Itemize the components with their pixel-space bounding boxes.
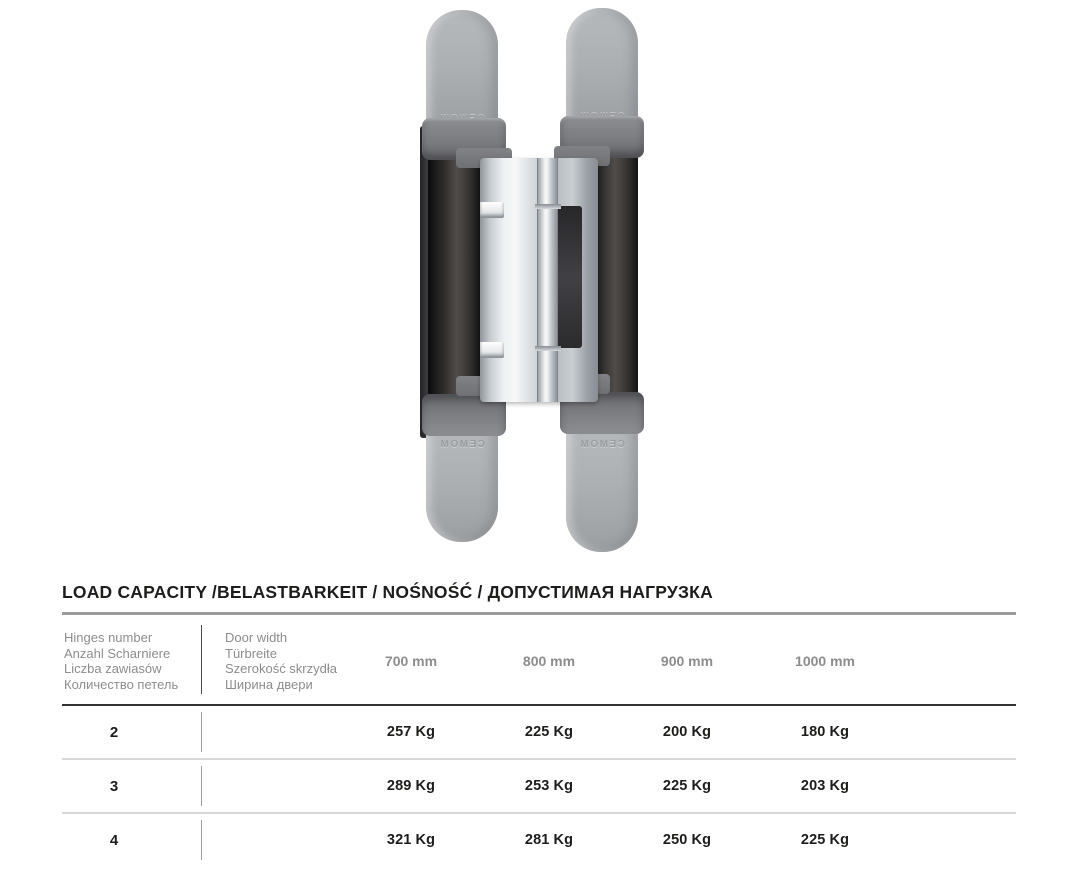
- hinges-count-cell: 2: [109, 723, 119, 741]
- header-label: Liczba zawiasów: [64, 661, 162, 676]
- hinge-pin-joint: [535, 346, 561, 351]
- load-value-cell: 225 Kg: [524, 724, 574, 740]
- header-label: Türbreite: [225, 645, 278, 661]
- column-header-900mm: 900 mm: [660, 653, 714, 669]
- hinge-notch: [480, 202, 504, 218]
- load-value-cell: 281 Kg: [524, 832, 574, 848]
- brand-embossed-text: CEMOM: [579, 439, 625, 450]
- load-value-cell: 203 Kg: [800, 778, 850, 794]
- section-title: LOAD CAPACITY /BELASTBARKEIT / NOŚNOŚĆ / ДОПУСТИМАЯ НАГРУЗКА: [62, 582, 713, 602]
- header-label: Hinges number: [64, 630, 153, 645]
- col-header-label-block: [202, 630, 342, 692]
- hinge-cap-bottom-right: [566, 428, 638, 552]
- hinge-cap-top-left: [426, 10, 498, 132]
- brand-embossed-text: CEMOM: [439, 439, 485, 450]
- hinges-count-cell: 4: [109, 831, 119, 849]
- header-label: Количество петель: [64, 676, 179, 692]
- table-row: [62, 814, 1016, 866]
- hinge-chrome-body: [480, 158, 598, 402]
- hinge-cap-bottom-left: [426, 428, 498, 542]
- load-value-cell: 321 Kg: [386, 832, 436, 848]
- hinge-product-image: [420, 8, 646, 554]
- load-value-cell: 200 Kg: [662, 724, 712, 740]
- load-value-cell: 250 Kg: [662, 832, 712, 848]
- load-value-cell: 180 Kg: [800, 724, 850, 740]
- header-spacer: [894, 630, 1016, 692]
- hinges-count-cell: 3: [109, 777, 119, 795]
- hinge-pin: [537, 158, 558, 402]
- load-value-cell: 253 Kg: [524, 778, 574, 794]
- load-value-cell: 225 Kg: [662, 778, 712, 794]
- column-header-800mm: 800 mm: [522, 653, 576, 669]
- header-label: Anzahl Scharniere: [64, 645, 171, 661]
- load-value-cell: 225 Kg: [800, 832, 850, 848]
- header-label: Szerokość skrzydła: [225, 661, 337, 676]
- hinge-frame-edge: [420, 126, 428, 438]
- row-header-label-block: [62, 630, 202, 692]
- hinge-cap-top-right: [566, 8, 638, 130]
- column-header-1000mm: 1000 mm: [795, 653, 855, 669]
- column-header-700mm: 700 mm: [384, 653, 438, 669]
- table-row: [62, 706, 1016, 758]
- hinge-notch: [480, 342, 504, 358]
- load-capacity-section: [62, 582, 1016, 866]
- table-header-row: [62, 615, 1016, 704]
- table-row: [62, 760, 1016, 812]
- load-value-cell: 289 Kg: [386, 778, 436, 794]
- header-label: Door width: [225, 630, 288, 645]
- load-value-cell: 257 Kg: [386, 724, 436, 740]
- hinge-pin-joint: [535, 204, 561, 209]
- header-label: Ширина двери: [225, 676, 313, 692]
